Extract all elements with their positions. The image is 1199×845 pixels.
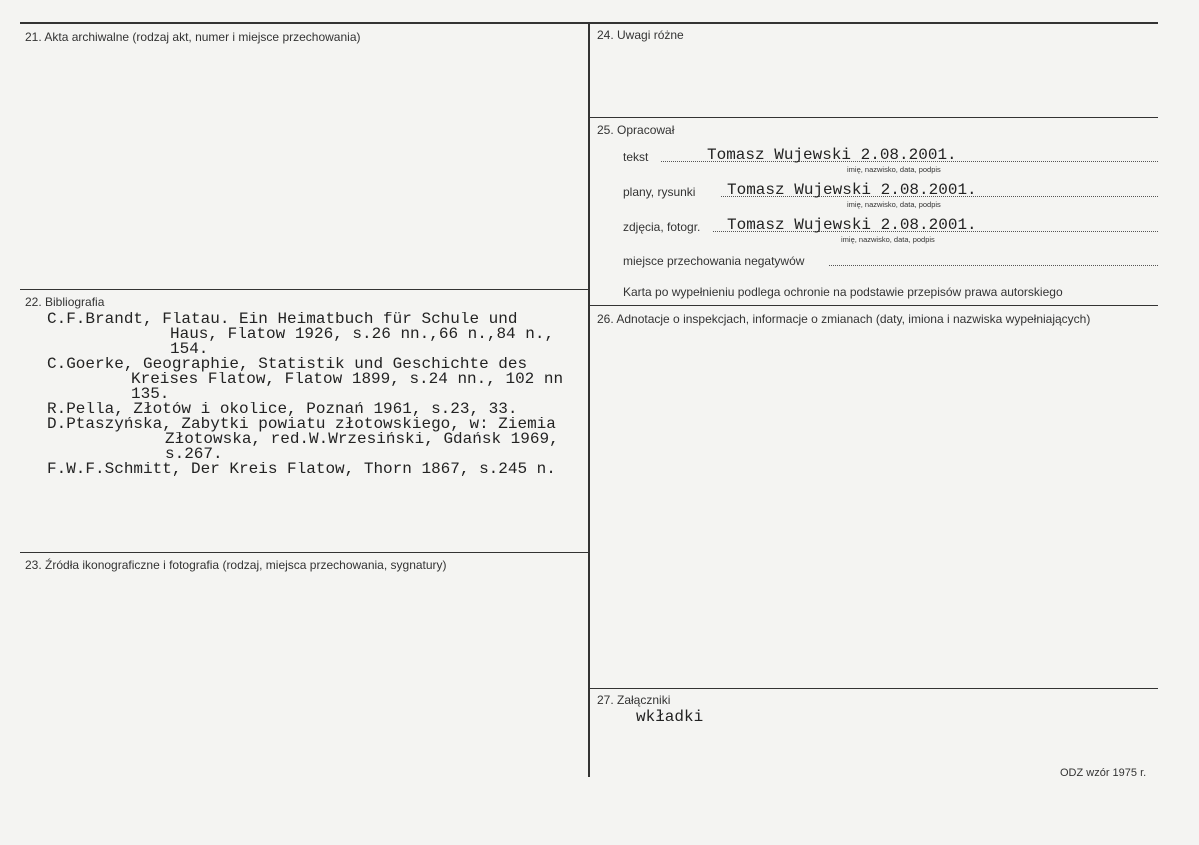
section-27-label: 27. Załączniki (597, 693, 671, 707)
bibliography-line: D.Ptaszyńska, Zabytki powiatu złotowskiego, w: Ziemia (47, 417, 556, 432)
bibliography-line: Złotowska, red.W.Wrzesiński, Gdańsk 1969, (165, 432, 559, 447)
zdjecia-field (623, 216, 1158, 244)
plany-field (623, 181, 1158, 209)
tekst-sub-label: imię, nazwisko, data, podpis (847, 165, 941, 174)
zdjecia-sub-label: imię, nazwisko, data, podpis (841, 235, 935, 244)
section-26-label: 26. Adnotacje o inspekcjach, informacje o zmianach (daty, imiona i nazwiska wypełniających) (597, 312, 1091, 326)
bibliography-line: C.Goerke, Geographie, Statistik und Geschichte des (47, 357, 528, 372)
bibliography-line: C.F.Brandt, Flatau. Ein Heimatbuch für Schule und (47, 312, 518, 327)
section-25-label: 25. Opracował (597, 123, 675, 137)
section-21-label: 21. Akta archiwalne (rodzaj akt, numer i miejsce przechowania) (25, 30, 361, 44)
tekst-field (623, 146, 1158, 174)
section-24-label: 24. Uwagi różne (597, 28, 684, 42)
divider-25-26 (590, 305, 1158, 306)
divider-24-25 (590, 117, 1158, 118)
bibliography-line: Kreises Flatow, Flatow 1899, s.24 nn., 102 nn (131, 372, 564, 387)
negatywy-field (623, 250, 1158, 270)
tekst-label: tekst (623, 150, 649, 164)
form-id: ODZ wzór 1975 r. (1060, 767, 1147, 779)
tekst-value: Tomasz Wujewski 2.08.2001. (707, 146, 957, 164)
divider-22-23 (20, 552, 590, 553)
negatywy-label: miejsce przechowania negatywów (623, 254, 805, 268)
divider-21-22 (20, 289, 590, 290)
copyright-note: Karta po wypełnieniu podlega ochronie na podstawie przepisów prawa autorskiego (623, 285, 1063, 299)
bibliography-line: 154. (170, 342, 209, 357)
bibliography-line: s.267. (165, 447, 223, 462)
plany-label: plany, rysunki (623, 185, 696, 199)
section-23-label: 23. Źródła ikonograficzne i fotografia (rodzaj, miejsca przechowania, sygnatury) (25, 558, 447, 572)
bibliography-list (47, 312, 592, 477)
plany-sub-label: imię, nazwisko, data, podpis (847, 200, 941, 209)
bibliography-line: Haus, Flatow 1926, s.26 nn.,66 n.,84 n., (170, 327, 555, 342)
bibliography-line: F.W.F.Schmitt, Der Kreis Flatow, Thorn 1867, s.245 n. (47, 462, 556, 477)
section-22-label: 22. Bibliografia (25, 295, 105, 309)
bibliography-line: 135. (131, 387, 170, 402)
attachments-value: wkładki (636, 708, 704, 726)
plany-value: Tomasz Wujewski 2.08.2001. (727, 181, 977, 199)
bibliography-line: R.Pella, Złotów i okolice, Poznań 1961, s.23, 33. (47, 402, 518, 417)
zdjecia-value: Tomasz Wujewski 2.08.2001. (727, 216, 977, 234)
divider-26-27 (590, 688, 1158, 689)
dotted-line (829, 265, 1158, 266)
zdjecia-label: zdjęcia, fotogr. (623, 220, 701, 234)
